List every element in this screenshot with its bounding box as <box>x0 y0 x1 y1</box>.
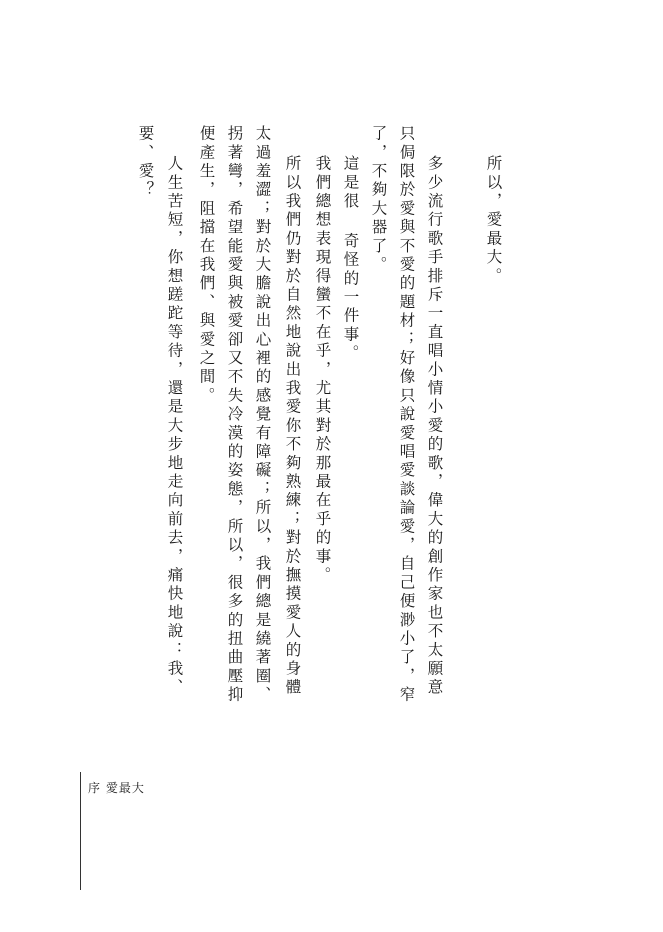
text-column: 我們總想表現得蠻不在乎，尤其對於那最在乎的事。 <box>313 155 332 586</box>
text-column: 要、愛？ <box>136 125 155 200</box>
text-column: 了，不夠大器了。 <box>369 125 388 275</box>
section-heading: 所以，愛最大。 <box>484 155 503 286</box>
text-column: 太過羞澀；對於大膽說出心裡的感覺有障礙；所以，我們總是繞著圈、 <box>253 125 272 705</box>
text-column: 只侷限於愛與不愛的題材；好像只說愛唱愛談論愛，自己便渺小了，窄 <box>397 125 416 705</box>
footer-rule <box>80 772 81 890</box>
text-column: 便產生，阻擋在我們、與愛之間。 <box>197 125 216 406</box>
text-column: 拐著彎，希望能愛與被愛卻又不失冷漠的姿態，所以，很多的扭曲壓抑 <box>225 125 244 705</box>
chapter-label: 序 愛最大 <box>88 781 145 795</box>
text-column: 人生苦短，你想蹉跎等待，還是大步地走向前去，痛快地說：我、 <box>165 155 184 698</box>
text-column: 所以我們仍對於自然地說出我愛你不夠熟練；對於撫摸愛人的身體 <box>283 155 302 698</box>
text-column: 多少流行歌手排斥一直唱小情小愛的歌，偉大的創作家也不太願意 <box>425 155 444 698</box>
text-column: 這是很 奇怪的一件事。 <box>341 155 360 364</box>
